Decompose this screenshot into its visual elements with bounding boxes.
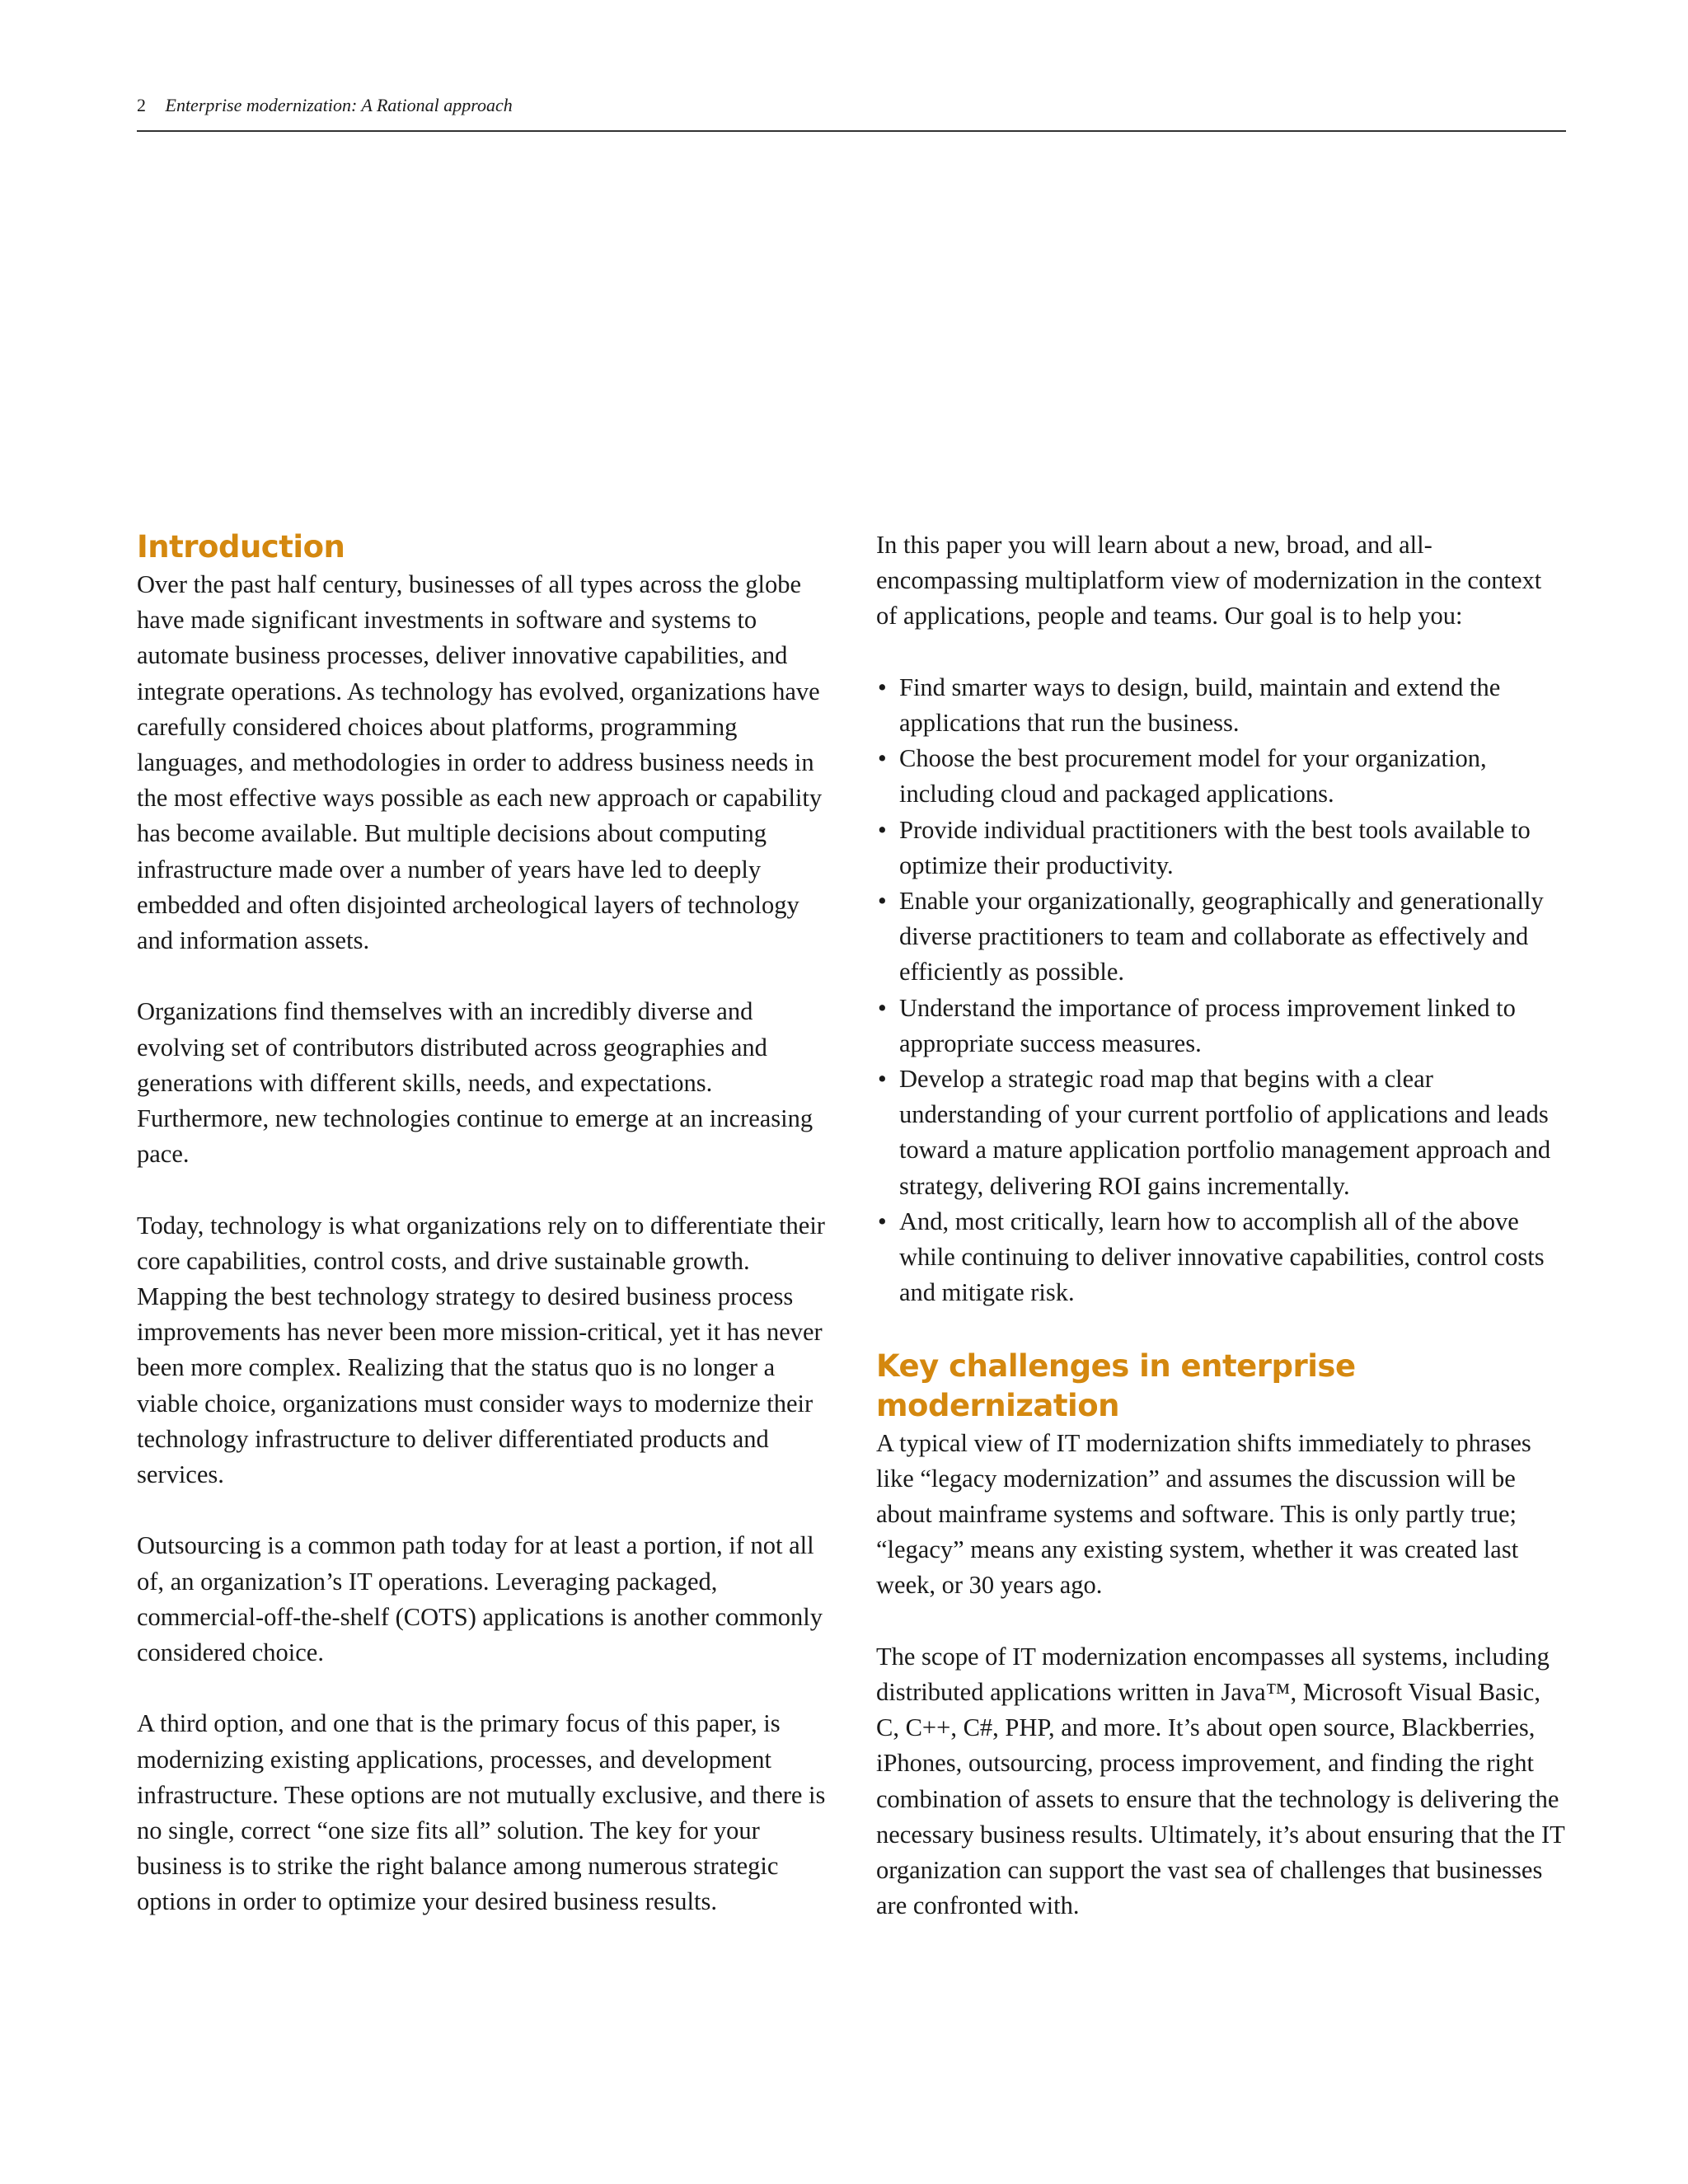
intro-paragraph-3: Today, technology is what organizations rely on to differentiate their core capabilities, control costs, and drive sustainable growth. Mapping the best technology strategy to desired business process improvements has never been more mission-critical, yet it has never been more complex. Realizing that the status quo is no longer a viable choice, organizations must consider ways to modernize their technology infrastructure to deliver differentiated products and services. [137, 1211, 825, 1489]
list-item: • Provide individual practitioners with the best tools available to optimize their productivity. [876, 813, 1568, 883]
introduction-heading: Introduction [137, 529, 345, 565]
bullet-icon: • [878, 1065, 887, 1094]
bullet-icon: • [878, 815, 887, 844]
page-number: 2 [137, 95, 146, 115]
goals-intro-paragraph: In this paper you will learn about a new, broad, and all-encompassing multiplatform view of modernization in the context of applications, people and teams. Our goal is to help you: [876, 531, 1542, 630]
page-header [137, 92, 1566, 132]
key-challenges-heading: Key challenges in enterprise modernization [876, 1347, 1356, 1423]
list-item: • And, most critically, learn how to accomplish all of the above while continuing to deliver innovative capabilities, control costs and mitigate risk. [876, 1204, 1568, 1311]
intro-paragraph-1: Over the past half century, businesses of all types across the globe have made significant investments in software and systems to automate business processes, deliver innovative capabilities, and integrate operations. As technology has evolved, organizations have carefully considered choices about platforms, programming languages, and methodologies in order to address business needs in the most effective ways possible as each new approach or capability has become available. But multiple decisions about computing infrastructure made over a number of years have led to deeply embedded and often disjointed archeological layers of technology and information assets. [137, 570, 823, 955]
intro-paragraph-2: Organizations find themselves with an incredibly diverse and evolving set of contributors distributed across geographies and generations with different skills, needs, and expectations. Furthermore, new technologies continue to emerge at an increasing pace. [137, 997, 814, 1169]
list-item: • Develop a strategic road map that begins with a clear understanding of your current portfolio of applications and leads toward a mature application portfolio management approach and strategy, delivering ROI gains incrementally. [876, 1062, 1568, 1204]
bullet-icon: • [878, 744, 887, 773]
right-column [876, 527, 1568, 1960]
list-item: • Understand the importance of process improvement linked to appropriate success measures. [876, 991, 1568, 1062]
goals-list [876, 670, 1568, 1311]
bullet-icon: • [878, 1207, 887, 1235]
list-item: • Choose the best procurement model for your organization, including cloud and packaged applications. [876, 741, 1568, 812]
running-title: Enterprise modernization: A Rational approach [165, 95, 513, 115]
intro-paragraph-5: A third option, and one that is the primary focus of this paper, is modernizing existing applications, processes, and development infrastructure. These options are not mutually exclusive, and there is no single, correct “one size fits all” solution. The key for your business is to strike the right balance among numerous strategic options in order to optimize your desired business results. [137, 1709, 826, 1916]
left-column [137, 527, 837, 1956]
list-item: • Find smarter ways to design, build, maintain and extend the applications that run the business. [876, 670, 1568, 741]
challenges-paragraph-2: The scope of IT modernization encompasses all systems, including distributed applications written in Java™, Microsoft Visual Basic, C, C++, C#, PHP, and more. It’s about open source, Blackberries, iPhones, outsourcing, process improvement, and finding the right combination of assets to ensure that the technology is delivering the necessary business results. Ultimately, it’s about ensuring that the IT organization can support the vast sea of challenges that businesses are confronted with. [876, 1642, 1565, 1920]
list-item: • Enable your organizationally, geographically and generationally diverse practitioners to team and collaborate as effectively and efficiently as possible. [876, 883, 1568, 991]
intro-paragraph-4: Outsourcing is a common path today for at least a portion, if not all of, an organization’s IT operations. Leveraging packaged, commercial-off-the-shelf (COTS) applications is another commonly considered choice. [137, 1531, 823, 1667]
bullet-icon: • [878, 887, 887, 916]
challenges-paragraph-1: A typical view of IT modernization shifts immediately to phrases like “legacy modernization” and assumes the discussion will be about mainframe systems and software. This is only partly true; “legacy” means any existing system, whether it was created last week, or 30 years ago. [876, 1428, 1531, 1600]
bullet-icon: • [878, 993, 887, 1022]
bullet-icon: • [878, 673, 887, 701]
